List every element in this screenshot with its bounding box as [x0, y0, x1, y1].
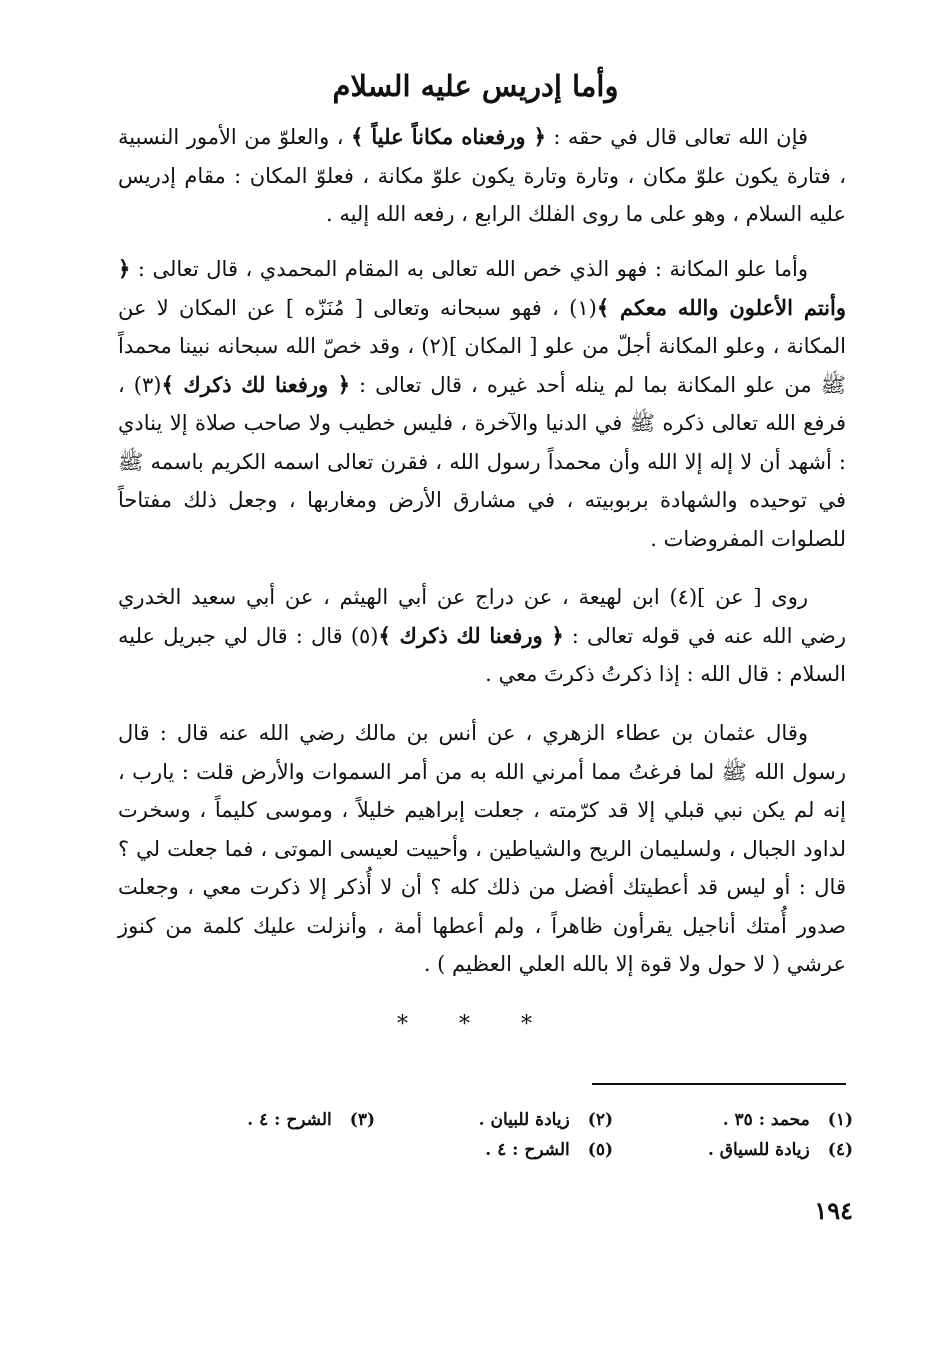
footnote-1	[723, 1108, 853, 1132]
footnote-text: محمد : ٣٥ .	[722, 1110, 810, 1130]
section-title: وأما إدريس عليه السلام	[332, 69, 619, 103]
text-run: وقال عثمان بن عطاء الزهري ، عن أنس بن مالك رضي الله عنه قال : قال رسول الله ﷺ لما فرغتُ مما أمرني الله به من أمر السموات والأرض قلت : يارب ، إنه لم يكن نبي قبلي إلا قد كرّمته ، جعلت إبراهيم خليلاً ، وموسى كليماً ، وسخرت لداود الجبال ، ولسليمان الريح والشياطين ، وأحييت لعيسى الموتى ، فما جعلت لي ؟ قال : أو ليس قد أعطيتك أفضل من ذلك كله ؟ أن لا أُذكر إلا ذكرت معي ، وجعلت صدور أُمتك أناجيل يقرأون ظاهراً ، ولم أعطها أمة ، وأنزلت عليك كلمة من كنوز عرشي ( لا حول ولا قوة إلا بالله العلي العظيم ) .	[118, 721, 846, 976]
quran-verse: ﴿ ورفعنا لك ذكرك ﴾	[161, 371, 351, 397]
quran-verse: ﴿ وأنتم الأعلون والله معكم ﴾	[118, 256, 846, 320]
quran-verse: ﴿ ورفعنا لك ذكرك ﴾	[378, 622, 564, 648]
paragraph-1	[118, 118, 846, 234]
quran-verse: ﴿ ورفعناه مكاناً علياً ﴾	[350, 124, 546, 149]
paragraph-3	[118, 578, 846, 694]
footnote-number: (٤)	[827, 1140, 853, 1160]
text-run: (٣) ، فرفع الله تعالى ذكره ﷺ في الدنيا والآخرة ، فليس خطيب ولا صاحب صلاة إلا ينادي : أشهد أن لا إله إلا الله وأن محمداً رسول الله ، فقرن تعالى اسمه الكريم باسمه ﷺ في توحيده والشهادة بربوبيته ، في مشارق الأرض ومغاربها ، وجعل ذلك مفتاحاً للصلوات المفروضات .	[118, 372, 846, 551]
footnote-number: (١)	[827, 1110, 853, 1130]
text-run: ، والعلوّ من الأمور النسبية ، فتارة يكون علوّ مكان ، وتارة وتارة يكون علوّ مكانة ، فعلوّ المكان : مقام إدريس عليه السلام ، وهو على ما روى الفلك الرابع ، رفعه الله إليه .	[118, 125, 846, 226]
footnote-5	[485, 1138, 613, 1162]
paragraph-2	[118, 250, 846, 558]
footnote-2	[479, 1108, 613, 1132]
footnote-text: زيادة للبيان .	[478, 1110, 570, 1130]
text-run: (٥) قال : قال لي جبريل عليه السلام : قال الله : إذا ذكرتُ ذكرتَ معي .	[118, 623, 846, 686]
text-run: روى [ عن ](٤) ابن لهيعة ، عن دراج عن أبي الهيثم ، عن أبي سعيد الخدري رضي الله عنه في قوله تعالى :	[118, 585, 846, 648]
paragraph-4	[118, 714, 846, 984]
footnote-text: الشرح : ٤ .	[247, 1110, 332, 1130]
footnote-text: الشرح : ٤ .	[485, 1140, 570, 1160]
text-run: فإن الله تعالى قال في حقه :	[545, 125, 809, 149]
footnote-3	[247, 1108, 375, 1132]
footnote-number: (٥)	[587, 1140, 613, 1160]
text-run: (١) ، فهو سبحانه وتعالى [ مُنَزّه ] عن المكان لا عن المكانة ، وعلو المكانة أجلّ من علو [ المكان ](٢) ، وقد خصّ الله سبحانه نبينا محمداً ﷺ من علو المكانة بما لم ينله أحد غيره ، قال تعالى :	[118, 295, 846, 397]
footnote-4	[708, 1138, 853, 1162]
footnote-text: زيادة للسياق .	[707, 1140, 810, 1160]
footnote-number: (٣)	[349, 1110, 375, 1130]
page-number: ١٩٤	[814, 1196, 853, 1225]
footnote-number: (٢)	[587, 1110, 613, 1130]
text-run: وأما علو المكانة : فهو الذي خص الله تعالى به المقام المحمدي ، قال تعالى :	[130, 257, 808, 281]
footnote-rule	[592, 1083, 846, 1085]
section-separator: * * *	[397, 1012, 554, 1037]
